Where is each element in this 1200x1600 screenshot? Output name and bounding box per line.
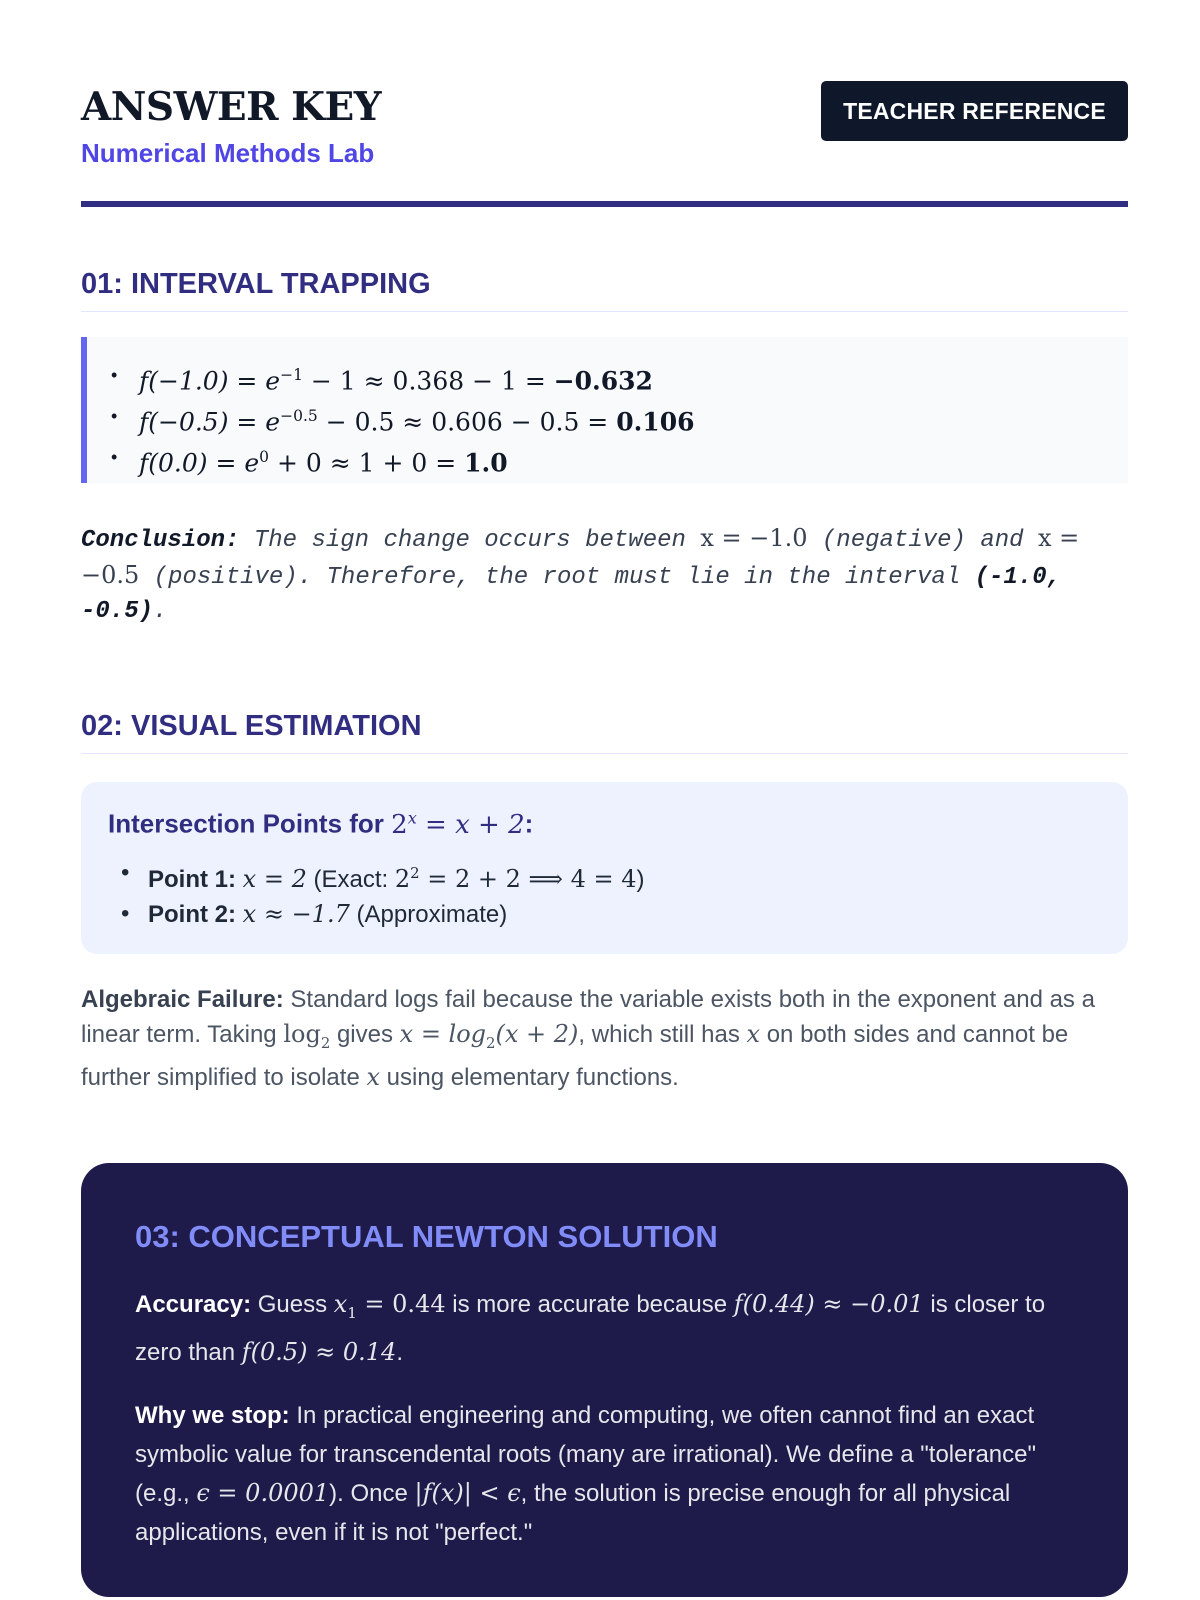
header: [81, 84, 1128, 204]
evaluation-list: [111, 358, 1128, 480]
why-we-stop-paragraph: Why we stop: In practical engineering and computing, we often cannot find an exact symbolic value for transcendental roots (many are irrational). We define a "tolerance" (e.g., ϵ = 0.0001). Once |f(x)| < ϵ, the solution is precise enough for all physical applications, even if it is not "perfect.": [135, 1401, 1037, 1546]
list-item: • $f(-0.5) = e^{-0.5} - 0.5 \approx 0.606 - 0.5 = 0.106$: [111, 399, 1128, 440]
intersection-list: [108, 856, 1101, 932]
page-subtitle: Numerical Methods Lab: [81, 138, 375, 168]
accuracy-paragraph: Accuracy: Guess $x_1 = 0.44$ is more accurate because f(0.44) ≈ −0.01 is closer to zero than f(0.5) ≈ 0.14.: [135, 1290, 1046, 1366]
list-item: • Point 2: x ≈ −1.7 (Approximate): [108, 897, 1101, 932]
section-heading-visual-estimation: 02: VISUAL ESTIMATION: [81, 710, 1128, 754]
algebraic-failure-text: Algebraic Failure: Standard logs fail because the variable exists both in the exponent and as a linear term. Taking $\log_2$ gives $x = \log_2(x + 2)$, which still has x on both sides and cannot be further simplified to isolate x using elementary functions.: [81, 986, 1095, 1091]
header-divider: [81, 201, 1128, 207]
bullet-icon: •: [111, 446, 118, 467]
section-heading-newton: 03: CONCEPTUAL NEWTON SOLUTION: [135, 1219, 718, 1254]
section-heading-interval-trapping: 01: INTERVAL TRAPPING: [81, 268, 1128, 312]
intersection-points-box: [81, 782, 1128, 954]
list-item: • $f(-1.0) = e^{-1} - 1 \approx 0.368 - 1 = -0.632$: [111, 358, 1128, 399]
bullet-icon: •: [111, 405, 118, 426]
newton-solution-card: [81, 1163, 1128, 1597]
bullet-icon: •: [121, 899, 130, 927]
bullet-icon: •: [121, 858, 130, 886]
bullet-icon: •: [111, 365, 118, 385]
intersection-title: Intersection Points for $2^x = x + 2$:: [108, 808, 534, 840]
page-title: ANSWER KEY: [81, 84, 382, 130]
function-evaluations-box: [81, 337, 1128, 483]
teacher-reference-badge: TEACHER REFERENCE: [821, 81, 1128, 141]
conclusion-text: Conclusion: The sign change occurs between x = −1.0 (negative) and x = −0.5 (positive). Therefore, the root must lie in the interval (-1.0, -0.5).: [81, 524, 1080, 625]
list-item: • Point 1: x = 2 (Exact: $2^2 = 2 + 2$ ⟹ 4 = 4): [108, 856, 1101, 897]
list-item: • $f(0.0) = e^0 + 0 \approx 1 + 0 = 1.0$: [111, 440, 1128, 481]
